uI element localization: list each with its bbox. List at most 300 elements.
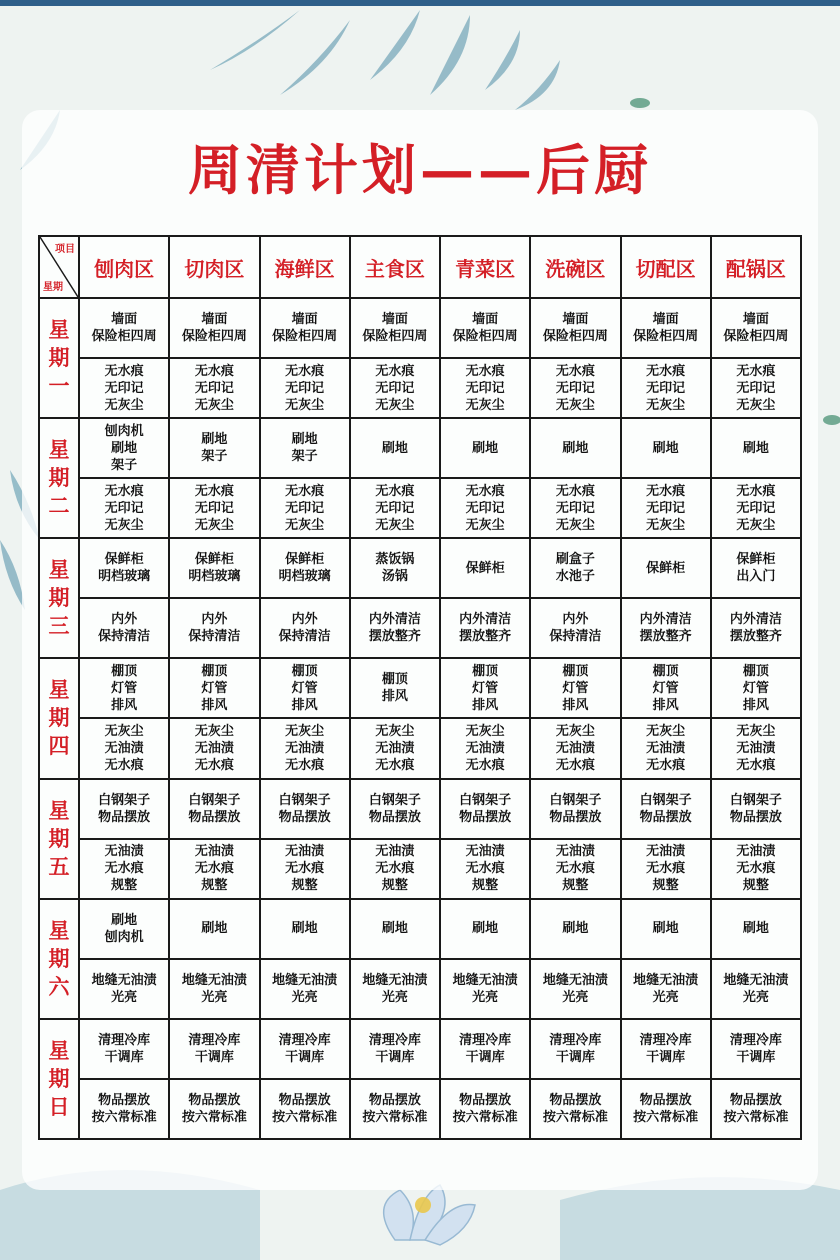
task-line: 无印记	[736, 500, 776, 516]
task-line: 保持清洁	[188, 629, 241, 645]
task-line: 光亮	[291, 989, 318, 1005]
task-line: 清理冷库	[459, 1032, 512, 1048]
task-cell	[169, 658, 259, 718]
task-line: 物品摆放	[639, 809, 692, 825]
task-cell	[711, 899, 801, 959]
task-cell	[621, 1019, 711, 1079]
task-line: 排风	[381, 689, 408, 705]
task-line: 无灰尘	[194, 397, 234, 413]
task-cell	[440, 1079, 530, 1139]
task-cell	[621, 538, 711, 598]
weekday-label	[39, 1019, 79, 1139]
area-header: 洗碗区	[530, 236, 620, 298]
task-cell	[530, 779, 620, 839]
weekday-char: 一	[48, 373, 70, 399]
task-line: 清理冷库	[729, 1032, 782, 1048]
task-cell	[79, 839, 169, 899]
task-line: 地缝无油渍	[91, 972, 157, 988]
task-cell	[711, 418, 801, 478]
task-cell	[79, 1019, 169, 1079]
task-cell	[621, 718, 711, 778]
task-cell	[711, 1019, 801, 1079]
task-cell	[440, 1019, 530, 1079]
schedule-body	[39, 298, 801, 1139]
task-cell	[530, 538, 620, 598]
task-line: 无印记	[646, 380, 686, 396]
task-cell	[169, 1019, 259, 1079]
task-line: 刨肉机	[104, 929, 144, 945]
task-line: 无水痕	[465, 757, 505, 773]
task-line: 无油渍	[285, 740, 325, 756]
task-line: 无灰尘	[375, 397, 415, 413]
task-cell	[350, 779, 440, 839]
task-line: 无油渍	[194, 740, 234, 756]
task-line: 干调库	[555, 1049, 595, 1065]
task-cell	[169, 538, 259, 598]
task-line: 架子	[201, 449, 228, 465]
task-line: 地缝无油渍	[181, 972, 247, 988]
task-line: 无水痕	[555, 483, 595, 499]
task-line: 刷地	[742, 921, 769, 937]
table-row	[39, 598, 801, 658]
task-line: 白钢架子	[549, 792, 602, 808]
task-line: 无水痕	[194, 757, 234, 773]
task-line: 灯管	[652, 680, 679, 696]
weekday-char: 二	[48, 493, 70, 519]
task-cell	[79, 418, 169, 478]
task-cell	[79, 478, 169, 538]
task-line: 摆放整齐	[459, 629, 512, 645]
task-line: 保险柜四周	[272, 329, 338, 345]
task-cell	[530, 598, 620, 658]
task-line: 物品摆放	[368, 809, 421, 825]
area-header: 配锅区	[711, 236, 801, 298]
weekday-char: 期	[48, 585, 70, 611]
weekday-char: 期	[48, 705, 70, 731]
task-line: 排风	[652, 697, 679, 713]
task-cell	[79, 298, 169, 358]
task-line: 规整	[742, 878, 769, 894]
task-cell	[350, 959, 440, 1019]
task-cell	[530, 418, 620, 478]
task-line: 光亮	[381, 989, 408, 1005]
task-line: 无印记	[375, 380, 415, 396]
task-cell	[260, 418, 350, 478]
weekly-cleaning-schedule-table	[38, 235, 802, 1140]
task-line: 刷地	[652, 440, 679, 456]
task-cell	[169, 899, 259, 959]
task-cell	[711, 1079, 801, 1139]
weekday-char: 星	[48, 677, 70, 703]
task-cell	[169, 298, 259, 358]
task-cell	[350, 839, 440, 899]
task-cell	[79, 959, 169, 1019]
task-cell	[350, 478, 440, 538]
task-line: 规整	[111, 878, 138, 894]
task-line: 无灰尘	[736, 397, 776, 413]
task-cell	[530, 358, 620, 418]
task-line: 无印记	[285, 500, 325, 516]
weekday-char: 四	[48, 733, 70, 759]
task-line: 刷地	[291, 432, 318, 448]
task-line: 保险柜四周	[452, 329, 518, 345]
task-line: 无油渍	[465, 740, 505, 756]
task-line: 无水痕	[285, 483, 325, 499]
task-line: 刷地	[562, 440, 589, 456]
task-line: 内外清洁	[368, 612, 421, 628]
task-line: 无灰尘	[465, 723, 505, 739]
task-line: 规整	[472, 878, 499, 894]
task-line: 规整	[381, 878, 408, 894]
task-line: 无印记	[104, 380, 144, 396]
task-line: 物品摆放	[459, 1092, 512, 1108]
task-line: 无油渍	[465, 844, 505, 860]
top-bar	[0, 0, 840, 6]
task-line: 无灰尘	[465, 397, 505, 413]
task-line: 架子	[291, 449, 318, 465]
task-line: 无水痕	[736, 757, 776, 773]
task-cell	[621, 779, 711, 839]
task-cell	[530, 1079, 620, 1139]
table-row	[39, 718, 801, 778]
weekday-label	[39, 779, 79, 899]
table-row	[39, 358, 801, 418]
task-line: 白钢架子	[368, 792, 421, 808]
task-line: 刷地	[111, 440, 138, 456]
task-line: 地缝无油渍	[723, 972, 789, 988]
task-line: 无水痕	[465, 363, 505, 379]
task-line: 内外	[291, 612, 318, 628]
task-cell	[260, 478, 350, 538]
task-line: 无水痕	[465, 483, 505, 499]
task-cell	[440, 718, 530, 778]
task-line: 规整	[291, 878, 318, 894]
task-cell	[79, 658, 169, 718]
task-line: 无水痕	[646, 363, 686, 379]
task-line: 刷地	[742, 440, 769, 456]
task-cell	[169, 1079, 259, 1139]
task-line: 无油渍	[285, 844, 325, 860]
task-line: 棚顶	[381, 672, 408, 688]
task-line: 灯管	[742, 680, 769, 696]
task-line: 干调库	[465, 1049, 505, 1065]
task-line: 规整	[652, 878, 679, 894]
task-cell	[621, 899, 711, 959]
task-line: 干调库	[285, 1049, 325, 1065]
task-line: 按六常标准	[91, 1109, 157, 1125]
task-cell	[440, 598, 530, 658]
table-row	[39, 418, 801, 478]
task-cell	[350, 418, 440, 478]
weekday-char: 星	[48, 917, 70, 943]
task-line: 排风	[201, 697, 228, 713]
task-line: 无灰尘	[646, 517, 686, 533]
task-line: 无水痕	[285, 861, 325, 877]
task-cell	[260, 1019, 350, 1079]
weekday-char: 日	[48, 1093, 70, 1119]
task-cell	[440, 358, 530, 418]
task-line: 无灰尘	[194, 723, 234, 739]
task-line: 无水痕	[555, 861, 595, 877]
task-cell	[350, 298, 440, 358]
task-line: 保险柜四周	[633, 329, 699, 345]
task-line: 无水痕	[736, 363, 776, 379]
page-title: 周清计划——后厨	[188, 138, 652, 202]
task-cell	[169, 598, 259, 658]
task-cell	[79, 538, 169, 598]
task-cell	[169, 358, 259, 418]
task-cell	[440, 899, 530, 959]
task-line: 内外清洁	[459, 612, 512, 628]
task-cell	[350, 658, 440, 718]
weekday-char: 期	[48, 465, 70, 491]
task-line: 地缝无油渍	[542, 972, 608, 988]
weekday-char: 星	[48, 797, 70, 823]
task-line: 排风	[742, 697, 769, 713]
task-line: 清理冷库	[639, 1032, 692, 1048]
weekday-char: 期	[48, 825, 70, 851]
task-cell	[530, 839, 620, 899]
task-line: 刷地	[291, 921, 318, 937]
task-line: 墙面	[472, 312, 499, 328]
task-line: 按六常标准	[542, 1109, 608, 1125]
task-cell	[169, 839, 259, 899]
task-cell	[530, 1019, 620, 1079]
task-line: 摆放整齐	[729, 629, 782, 645]
task-line: 保鲜柜	[465, 560, 505, 576]
task-cell	[260, 598, 350, 658]
task-cell	[260, 899, 350, 959]
task-cell	[711, 538, 801, 598]
task-line: 白钢架子	[98, 792, 151, 808]
task-line: 保险柜四周	[723, 329, 789, 345]
task-line: 无印记	[465, 380, 505, 396]
task-line: 光亮	[652, 989, 679, 1005]
table-row	[39, 658, 801, 718]
task-line: 清理冷库	[549, 1032, 602, 1048]
task-line: 物品摆放	[459, 809, 512, 825]
task-line: 无灰尘	[285, 723, 325, 739]
task-line: 刷盒子	[555, 552, 595, 568]
area-header: 青菜区	[440, 236, 530, 298]
task-line: 墙面	[562, 312, 589, 328]
task-line: 光亮	[472, 989, 499, 1005]
task-line: 保鲜柜	[646, 560, 686, 576]
task-line: 无油渍	[555, 740, 595, 756]
task-cell	[260, 658, 350, 718]
task-line: 排风	[562, 697, 589, 713]
task-line: 无灰尘	[285, 397, 325, 413]
task-line: 刷地	[381, 921, 408, 937]
task-cell	[79, 899, 169, 959]
task-line: 光亮	[201, 989, 228, 1005]
corner-label-weekday: 星期	[43, 282, 63, 293]
task-cell	[260, 1079, 350, 1139]
task-cell	[79, 718, 169, 778]
task-line: 保持清洁	[549, 629, 602, 645]
task-cell	[621, 1079, 711, 1139]
task-line: 墙面	[201, 312, 228, 328]
task-line: 刷地	[201, 432, 228, 448]
area-header: 刨肉区	[79, 236, 169, 298]
task-line: 无油渍	[104, 844, 144, 860]
task-line: 无水痕	[194, 363, 234, 379]
task-cell	[621, 598, 711, 658]
task-cell	[440, 959, 530, 1019]
task-line: 墙面	[381, 312, 408, 328]
task-line: 无水痕	[375, 861, 415, 877]
task-cell	[169, 418, 259, 478]
task-line: 无灰尘	[555, 517, 595, 533]
task-line: 物品摆放	[188, 1092, 241, 1108]
task-line: 刷地	[562, 921, 589, 937]
task-cell	[711, 779, 801, 839]
task-line: 无灰尘	[555, 723, 595, 739]
weekday-label	[39, 298, 79, 418]
task-cell	[169, 478, 259, 538]
weekday-char: 期	[48, 345, 70, 371]
task-cell	[260, 779, 350, 839]
task-line: 灯管	[562, 680, 589, 696]
task-line: 保鲜柜	[194, 552, 234, 568]
task-line: 水池子	[555, 569, 595, 585]
task-cell	[440, 839, 530, 899]
weekday-char: 星	[48, 437, 70, 463]
task-line: 保鲜柜	[285, 552, 325, 568]
task-line: 灯管	[201, 680, 228, 696]
task-cell	[530, 658, 620, 718]
task-line: 按六常标准	[633, 1109, 699, 1125]
task-line: 按六常标准	[362, 1109, 428, 1125]
task-cell	[260, 298, 350, 358]
task-line: 无灰尘	[646, 397, 686, 413]
task-cell	[711, 358, 801, 418]
task-line: 无印记	[375, 500, 415, 516]
table-row	[39, 1079, 801, 1139]
task-line: 内外	[111, 612, 138, 628]
task-line: 无水痕	[194, 483, 234, 499]
task-line: 棚顶	[652, 663, 679, 679]
task-cell	[711, 298, 801, 358]
task-line: 无灰尘	[646, 723, 686, 739]
task-line: 无水痕	[104, 483, 144, 499]
task-line: 物品摆放	[278, 809, 331, 825]
weekday-char: 五	[48, 853, 70, 879]
weekday-label	[39, 899, 79, 1019]
task-line: 无水痕	[375, 363, 415, 379]
task-line: 白钢架子	[459, 792, 512, 808]
task-cell	[621, 418, 711, 478]
task-cell	[621, 358, 711, 418]
task-line: 保鲜柜	[104, 552, 144, 568]
task-cell	[530, 899, 620, 959]
task-line: 保险柜四周	[542, 329, 608, 345]
task-line: 清理冷库	[278, 1032, 331, 1048]
task-cell	[530, 718, 620, 778]
task-line: 无油渍	[555, 844, 595, 860]
task-line: 无灰尘	[104, 517, 144, 533]
task-line: 无水痕	[736, 483, 776, 499]
task-cell	[350, 1079, 440, 1139]
task-line: 无印记	[465, 500, 505, 516]
task-cell	[169, 718, 259, 778]
task-line: 棚顶	[472, 663, 499, 679]
weekday-label	[39, 538, 79, 658]
table-row	[39, 839, 801, 899]
weekday-char: 六	[48, 973, 70, 999]
task-cell	[440, 658, 530, 718]
task-line: 白钢架子	[188, 792, 241, 808]
task-line: 摆放整齐	[368, 629, 421, 645]
task-cell	[621, 839, 711, 899]
task-line: 刷地	[111, 912, 138, 928]
task-line: 棚顶	[562, 663, 589, 679]
task-line: 内外	[562, 612, 589, 628]
task-line: 无水痕	[104, 363, 144, 379]
task-line: 排风	[111, 697, 138, 713]
header-row	[39, 236, 801, 298]
task-line: 光亮	[562, 989, 589, 1005]
task-line: 物品摆放	[278, 1092, 331, 1108]
task-cell	[440, 418, 530, 478]
task-line: 无灰尘	[104, 723, 144, 739]
task-line: 棚顶	[111, 663, 138, 679]
task-line: 灯管	[472, 680, 499, 696]
task-line: 棚顶	[291, 663, 318, 679]
task-line: 无印记	[194, 500, 234, 516]
task-line: 明档玻璃	[188, 569, 241, 585]
table-row	[39, 959, 801, 1019]
task-line: 物品摆放	[639, 1092, 692, 1108]
task-line: 清理冷库	[188, 1032, 241, 1048]
task-line: 内外清洁	[729, 612, 782, 628]
task-line: 无灰尘	[555, 397, 595, 413]
task-line: 出入门	[736, 569, 776, 585]
task-line: 内外	[201, 612, 228, 628]
task-cell	[79, 779, 169, 839]
task-line: 内外清洁	[639, 612, 692, 628]
task-line: 清理冷库	[368, 1032, 421, 1048]
task-line: 明档玻璃	[278, 569, 331, 585]
weekday-label	[39, 658, 79, 778]
task-line: 架子	[111, 457, 138, 473]
task-line: 白钢架子	[639, 792, 692, 808]
task-line: 刷地	[381, 440, 408, 456]
task-line: 无印记	[646, 500, 686, 516]
task-line: 白钢架子	[278, 792, 331, 808]
task-cell	[711, 839, 801, 899]
task-cell	[350, 598, 440, 658]
task-cell	[711, 658, 801, 718]
weekday-char: 星	[48, 1037, 70, 1063]
task-line: 刨肉机	[104, 423, 144, 439]
task-line: 无灰尘	[375, 517, 415, 533]
task-line: 无灰尘	[194, 517, 234, 533]
task-line: 无水痕	[194, 861, 234, 877]
task-line: 保险柜四周	[362, 329, 428, 345]
task-line: 物品摆放	[549, 1092, 602, 1108]
task-line: 汤锅	[381, 569, 408, 585]
table-row	[39, 1019, 801, 1079]
task-line: 物品摆放	[729, 809, 782, 825]
task-line: 保鲜柜	[736, 552, 776, 568]
task-cell	[440, 298, 530, 358]
task-cell	[350, 358, 440, 418]
task-line: 棚顶	[742, 663, 769, 679]
table-row	[39, 478, 801, 538]
task-line: 保持清洁	[98, 629, 151, 645]
task-line: 地缝无油渍	[452, 972, 518, 988]
